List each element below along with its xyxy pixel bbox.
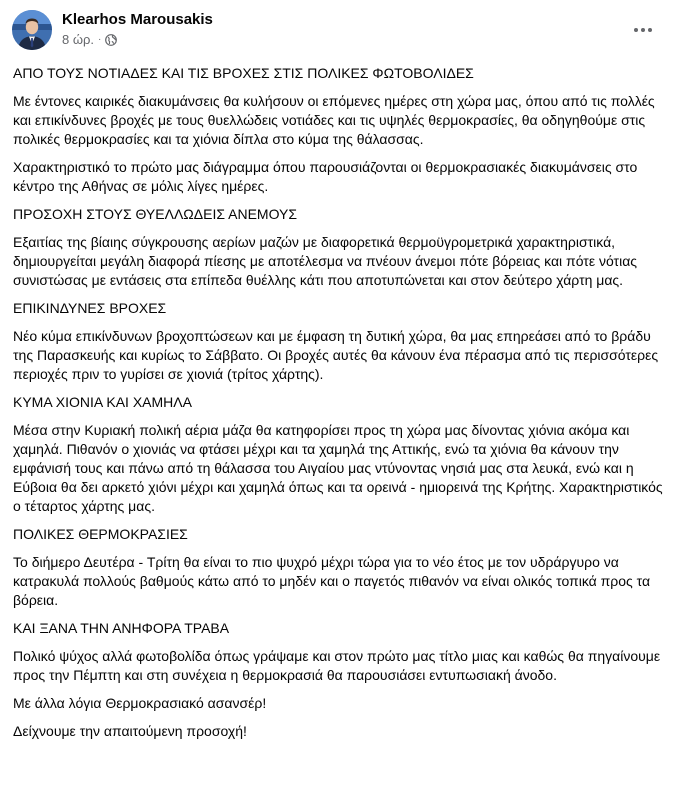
post-paragraph: Χαρακτηριστικό το πρώτο μας διάγραμμα όπου παρουσιάζονται οι θερμοκρασιακές διακυμάνσεις στο κέντρο της Αθήνας σε μόλις λίγες ημέρες. [13,159,638,194]
post-timestamp[interactable]: 8 ώρ. [62,32,94,47]
post-paragraph: Εξαιτίας της βίαιης σύγκρουσης αερίων μαζών με διαφορετικά θερμοϋγρομετρικά χαρακτηριστικά, δημιουργείται μεγάλη διαφορά πίεσης με αποτέλεσμα να πνέουν άνεμοι πότε βόρειας και πότε νότιας συνιστώσας με εντάσεις στα επίπεδα θυέλλης κάτι που αποτυπώνεται και στον δεύτερο χάρτη μας. [13,234,638,288]
post-text [10,64,667,741]
post-paragraph: Νέο κύμα επικίνδυνων βροχοπτώσεων και με έμφαση τη δυτική χώρα, θα μας επηρεάσει από το βράδυ της Παρασκευής και κυρίως το Σάββατο. Οι βροχές αυτές θα κάνουν ένα πέρασμα από τις περισσότερες περιοχές πριν το γυρίσει σε χιονιά (τρίτος χάρτης). [13,328,659,382]
globe-icon[interactable] [105,34,117,46]
more-options-button[interactable] [625,12,661,48]
author-avatar[interactable] [12,10,52,50]
post-paragraph: Με άλλα λόγια Θερμοκρασιακό ασανσέρ! [13,695,267,711]
post-paragraph: Δείχνουμε την απαιτούμενη προσοχή! [13,723,247,739]
post-heading: ΠΡΟΣΟΧΗ ΣΤΟΥΣ ΘΥΕΛΛΩΔΕΙΣ ΑΝΕΜΟΥΣ [13,206,298,222]
post-header [10,8,667,56]
post-heading: ΑΠΟ ΤΟΥΣ ΝΟΤΙΑΔΕΣ ΚΑΙ ΤΙΣ ΒΡΟΧΕΣ ΣΤΙΣ ΠΟΛΙΚΕΣ ΦΩΤΟΒΟΛΙΔΕΣ [13,65,474,81]
avatar-image [12,10,52,50]
meta-separator: · [98,34,102,45]
post-paragraph: Μέσα στην Κυριακή πολική αέρια μάζα θα κατηφορίσει προς τη χώρα μας δίνοντας χιόνια ακόμα και χαμηλά. Πιθανόν ο χιονιάς να φτάσει μέχρι και τα χαμηλά της Αττικής, ενώ τα χιόνια θα κάνουν την εμφάνισή τους και πάνω από τη θάλασσα του Αιγαίου μας ντύνοντας νησιά μας στα λευκά, ενώ και η Εύβοια θα δει αρκετό χιόνι μέχρι και χαμηλά όπως και τα ορεινά - ημιορεινά της Κρήτης. Χαρακτηριστικός ο τέταρτος χάρτης μας. [13,422,663,514]
post-paragraph: Με έντονες καιρικές διακυμάνσεις θα κυλήσουν οι επόμενες ημέρες στη χώρα μας, όπου από τις πολλές και επικίνδυνες βροχές με τους θυελλώδεις νοτιάδες και τις υψηλές θερμοκρασίες, θα οδηγηθούμε στις πολικές θερμοκρασίες και τα χιόνια δίπλα στο κύμα της θάλασσας. [13,93,655,147]
post-heading: ΚΥΜΑ ΧΙΟΝΙΑ ΚΑΙ ΧΑΜΗΛΑ [13,394,192,410]
author-name[interactable]: Klearhos Marousakis [62,11,213,28]
post-meta [62,32,117,47]
more-horizontal-icon [633,27,653,33]
post-paragraph: Πολικό ψύχος αλλά φωτοβολίδα όπως γράψαμε και στον πρώτο μας τίτλο μιας και καθώς θα πηγαίνουμε προς την Πέμπτη και στη συνέχεια η θερμοκρασιά θα παρουσιάσει εντυπωσιακή άνοδο. [13,648,661,683]
post-paragraph: Το διήμερο Δευτέρα - Τρίτη θα είναι το πιο ψυχρό μέχρι τώρα για το νέο έτος με τον υδράργυρο να κατρακυλά πολλούς βαθμούς κάτω από το μηδέν και ο παγετός πιθανόν να είναι ολικός τοπικά προς τα βόρεια. [13,554,651,608]
post-heading: ΕΠΙΚΙΝΔΥΝΕΣ ΒΡΟΧΕΣ [13,300,167,316]
post-heading: ΠΟΛΙΚΕΣ ΘΕΡΜΟΚΡΑΣΙΕΣ [13,526,188,542]
post-heading: ΚΑΙ ΞΑΝΑ ΤΗΝ ΑΝΗΦΟΡΑ ΤΡΑΒΑ [13,620,230,636]
